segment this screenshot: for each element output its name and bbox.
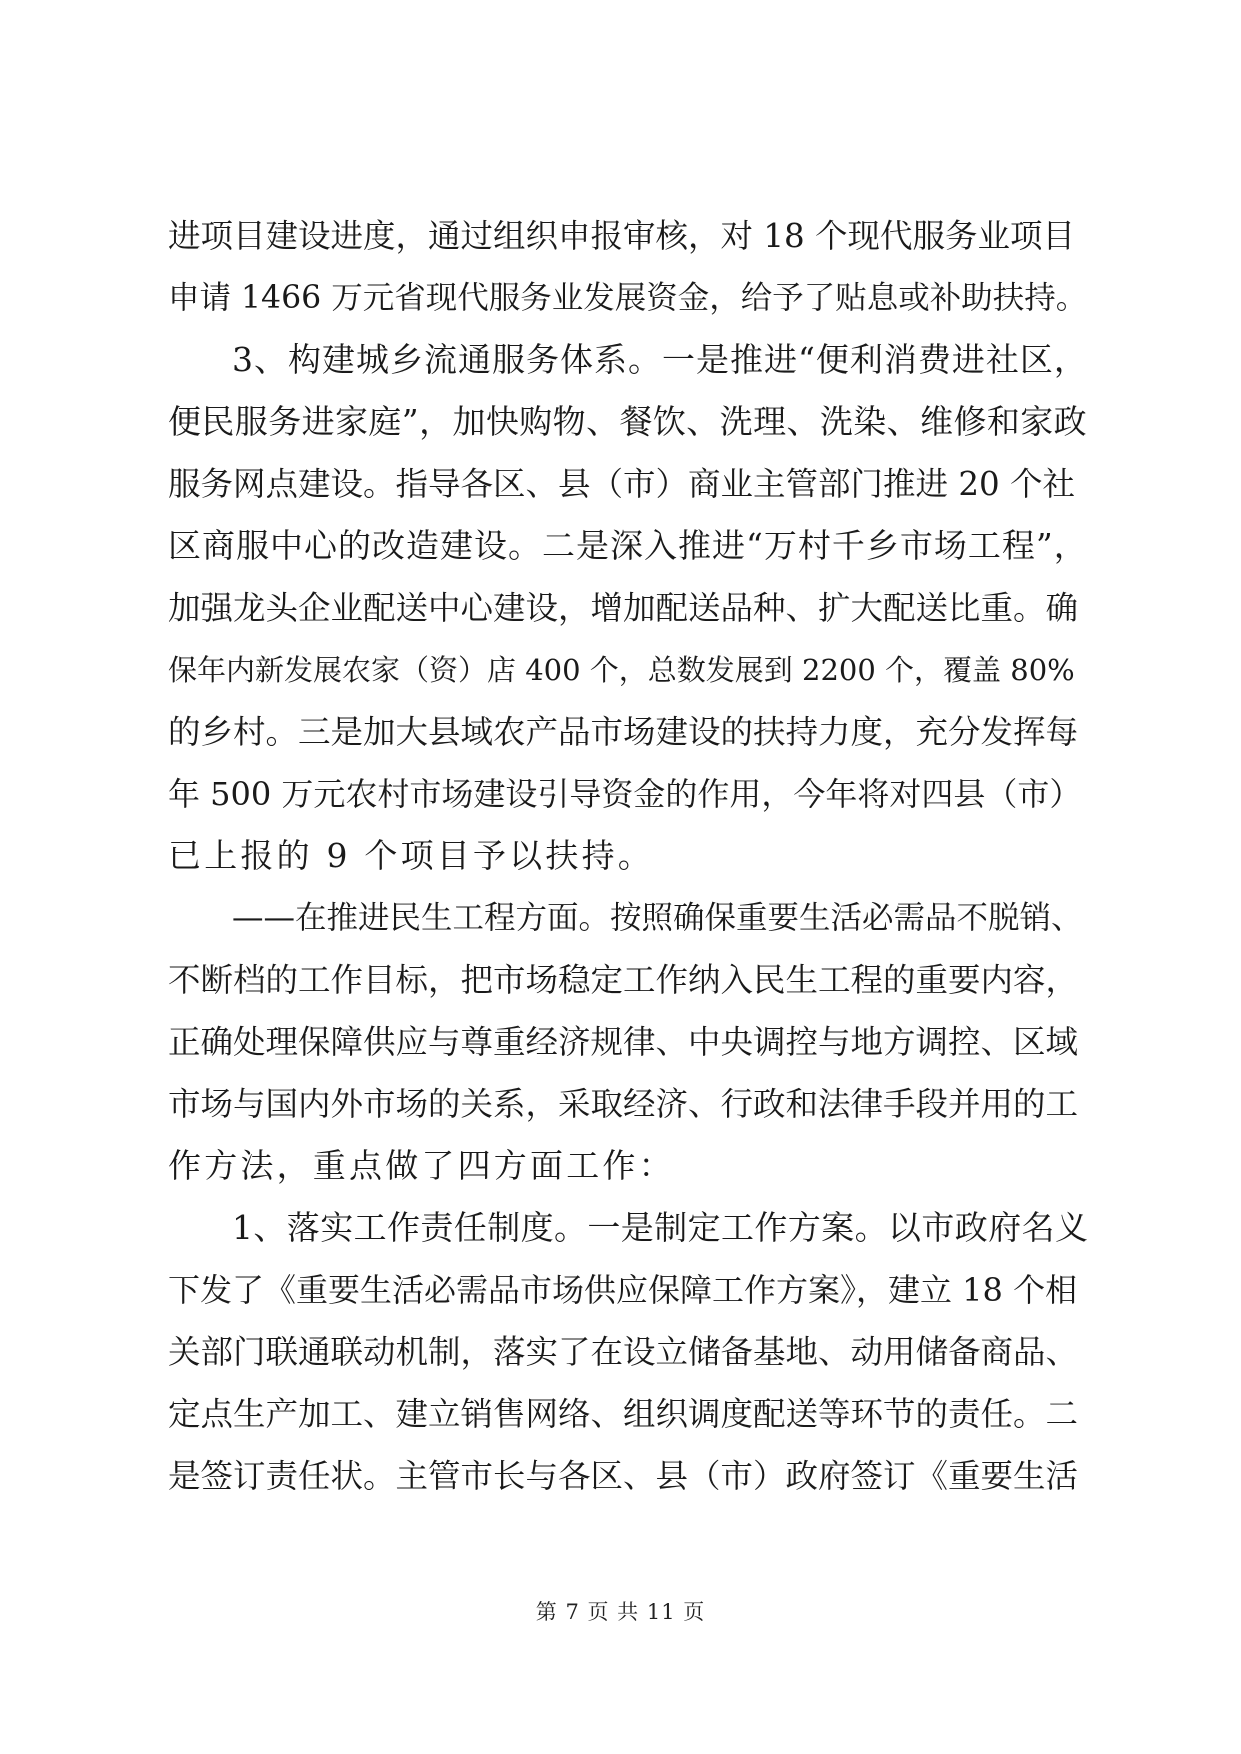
body-line: 保年内新发展农家（资）店 400 个，总数发展到 2200 个，覆盖 80%: [168, 653, 1075, 687]
body-line: 作方法，重点做了四方面工作：: [168, 1146, 675, 1185]
body-line: 便民服务进家庭”，加快购物、餐饮、洗理、洗染、维修和家政: [168, 402, 1088, 441]
body-line: 下发了《重要生活必需品市场供应保障工作方案》，建立 18 个相: [168, 1271, 1078, 1309]
body-line: 进项目建设进度，通过组织申报审核，对 18 个现代服务业项目: [168, 217, 1076, 255]
body-line: 市场与国内外市场的关系，采取经济、行政和法律手段并用的工: [168, 1085, 1079, 1123]
body-line: 1、落实工作责任制度。一是制定工作方案。以市政府名义: [232, 1208, 1089, 1247]
body-line: 的乡村。三是加大县域农产品市场建设的扶持力度，充分发挥每: [168, 713, 1079, 751]
body-line: 定点生产加工、建立销售网络、组织调度配送等环节的责任。二: [168, 1395, 1079, 1433]
body-line: 关部门联通联动机制，落实了在设立储备基地、动用储备商品、: [168, 1333, 1079, 1371]
body-line: 区商服中心的改造建设。二是深入推进“万村千乡市场工程”，: [168, 526, 1088, 565]
page-number-footer: 第 7 页 共 11 页: [535, 1600, 706, 1624]
body-line: 年 500 万元农村市场建设引导资金的作用，今年将对四县（市）: [168, 775, 1082, 813]
body-line: 正确处理保障供应与尊重经济规律、中央调控与地方调控、区域: [168, 1023, 1079, 1061]
body-line: 已上报的 9 个项目予以扶持。: [168, 836, 654, 875]
body-line: 是签订责任状。主管市长与各区、县（市）政府签订《重要生活: [168, 1457, 1079, 1495]
body-line: 加强龙头企业配送中心建设，增加配送品种、扩大配送比重。确: [168, 589, 1079, 627]
body-line: 3、构建城乡流通服务体系。一是推进“便利消费进社区，: [232, 340, 1088, 379]
body-line: 服务网点建设。指导各区、县（市）商业主管部门推进 20 个社: [168, 465, 1076, 503]
body-line: ——在推进民生工程方面。按照确保重要生活必需品不脱销、: [232, 900, 1083, 936]
body-line: 不断档的工作目标，把市场稳定工作纳入民生工程的重要内容，: [168, 961, 1079, 999]
body-line: 申请 1466 万元省现代服务业发展资金，给予了贴息或补助扶持。: [168, 280, 1088, 316]
